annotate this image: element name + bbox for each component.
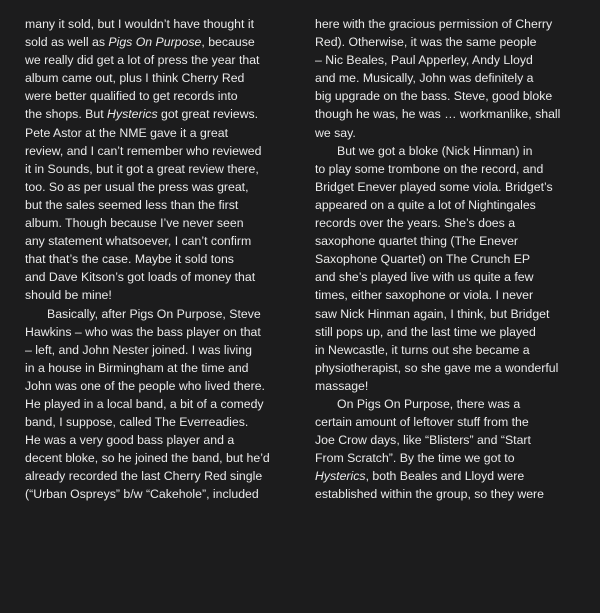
text-segment: , both Beales and Lloyd were (365, 469, 525, 484)
text-line: saw Nick Hinman again, I think, but Bridget (315, 306, 550, 321)
italic-title: Pigs On Purpose (108, 35, 202, 50)
text-line: Red). Otherwise, it was the same people (315, 35, 537, 50)
text-line: it in Sounds, but it got a great review there, (25, 161, 259, 176)
text-line (25, 105, 293, 123)
text-line: established within the group, so they were (315, 487, 544, 502)
text-line: certain amount of leftover stuff from the (315, 415, 529, 430)
text-line: already recorded the last Cherry Red single (25, 469, 263, 484)
text-line: but the sales seemed less than the first (25, 197, 239, 212)
text-line: that that’s the case. Maybe it sold tons (25, 252, 234, 267)
text-line: album came out, plus I think Cherry Red (25, 71, 245, 86)
text-line: On Pigs On Purpose, there was a (337, 396, 521, 411)
text-line: physiotherapist, so she gave me a wonderful (315, 360, 559, 375)
text-segment: sold as well as (25, 35, 109, 50)
text-line: Joe Crow days, like “Blisters” and “Start (315, 433, 531, 448)
text-segment: , because (201, 35, 255, 50)
text-line: (“Urban Ospreys” b/w “Cakehole”, included (25, 487, 259, 502)
text-line: appeared on a quite a lot of Nightingales (315, 197, 536, 212)
text-line: and Dave Kitson’s got loads of money that (25, 270, 256, 285)
text-line: were better qualified to get records into (25, 89, 238, 104)
text-line: Pete Astor at the NME gave it a great (25, 125, 229, 140)
text-line: Saxophone Quartet) on The Crunch EP (315, 252, 531, 267)
text-line: and she’s played live with us quite a few (315, 270, 534, 285)
text-line: – left, and John Nester joined. I was living (25, 342, 252, 357)
text-line: we really did get a lot of press the year that (25, 53, 260, 68)
text-line: Bridget Enever played some viola. Bridget’s (315, 179, 553, 194)
text-line: though he was, he was … workmanlike, shall (315, 107, 561, 122)
text-line: album. Though because I’ve never seen (25, 216, 244, 231)
left-text-column (25, 15, 293, 504)
text-line: still pops up, and the last time we played (315, 324, 536, 339)
text-line: He played in a local band, a bit of a comedy (25, 396, 264, 411)
text-line: records over the years. She’s does a (315, 216, 516, 231)
text-line: we say. (315, 125, 356, 140)
text-line: – Nic Beales, Paul Apperley, Andy Lloyd (315, 53, 533, 68)
text-segment: the shops. But (25, 107, 108, 122)
text-line: But we got a bloke (Nick Hinman) in (337, 143, 533, 158)
text-line: to play some trombone on the record, and (315, 161, 544, 176)
text-line: here with the gracious permission of Cherry (315, 17, 553, 31)
text-line: review, and I can’t remember who reviewed (25, 143, 262, 158)
text-line: Hawkins – who was the bass player on that (25, 324, 261, 339)
italic-title: Hysterics (107, 107, 158, 122)
text-line: many it sold, but I wouldn’t have thought it (25, 17, 254, 31)
text-line: and me. Musically, John was definitely a (315, 71, 534, 86)
text-line: times, either saxophone or viola. I never (315, 288, 534, 303)
text-line: Basically, after Pigs On Purpose, Steve (47, 306, 261, 321)
text-line (315, 467, 583, 485)
text-line: should be mine! (25, 288, 112, 303)
text-line: saxophone quartet thing (The Enever (315, 234, 519, 249)
text-line: in a house in Birmingham at the time and (25, 360, 249, 375)
text-line: From Scratch”. By the time we got to (315, 451, 515, 466)
text-line: band, I suppose, called The Everreadies. (25, 415, 249, 430)
right-text-column (315, 15, 583, 504)
italic-title: Hysterics (315, 469, 366, 484)
text-line: He was a very good bass player and a (25, 433, 235, 448)
text-segment: got great reviews. (157, 107, 259, 122)
text-line: any statement whatsoever, I can’t confirm (25, 234, 252, 249)
text-line: too. So as per usual the press was great, (25, 179, 249, 194)
text-line: in Newcastle, it turns out she became a (315, 342, 530, 357)
text-line: big upgrade on the bass. Steve, good bloke (315, 89, 553, 104)
text-line: John was one of the people who lived there. (25, 378, 265, 393)
text-line: massage! (315, 378, 369, 393)
text-line (25, 33, 293, 51)
text-line: decent bloke, so he joined the band, but he’d (25, 451, 270, 466)
